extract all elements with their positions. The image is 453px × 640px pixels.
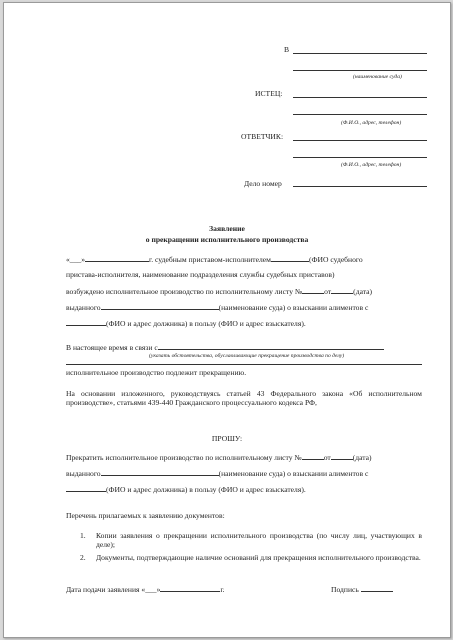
p1-line3: возбуждено исполнительное производство по исполнительному листу № от (дата): [66, 287, 373, 296]
submission-date: Дата подачи заявления «___» г.: [66, 585, 225, 594]
court-hint: (наименование суда): [353, 74, 402, 80]
p1-line4: выданного (наименование суда) о взыскании алиментов с: [66, 303, 369, 312]
document-subtitle: о прекращении исполнительного производства: [145, 235, 309, 244]
to-label: В: [284, 45, 290, 54]
p4-line1: Прекратить исполнительное производство по исполнительному листу № от (дата): [66, 453, 372, 462]
p1-bailiff: г. судебным приставом-исполнителем: [148, 255, 271, 264]
plaintiff-line-2: [293, 114, 427, 115]
request-heading: ПРОШУ:: [211, 434, 243, 443]
defendant-line: [293, 140, 427, 141]
p2-line2: [66, 364, 422, 365]
case-number-label: Дело номер: [244, 179, 282, 188]
p1-line1: [66, 255, 363, 264]
defendant-hint: (Ф.И.О., адрес, телефон): [341, 162, 402, 168]
defendant-label: ОТВЕТЧИК:: [241, 132, 284, 141]
p4-line3: (ФИО и адрес должника) в пользу (ФИО и адрес взыскателя).: [66, 485, 306, 494]
court-line-2: [293, 70, 427, 71]
signature-field: Подпись: [331, 585, 393, 594]
document-title: Заявление: [209, 224, 245, 233]
p4-line2: выданного (наименование суда) о взыскании алиментов с: [66, 469, 369, 478]
p3-legal-basis: На основании изложенного, руководствуясь статьей 43 Федерального закона «Об исполнительном производстве», статьями 439-440 Гражданского процессуального кодекса РФ,: [66, 389, 422, 407]
p1-line2: пристава-исполнителя, наименование подразделения службы судебных приставов): [66, 270, 335, 279]
plaintiff-hint: (Ф.И.О., адрес, телефон): [341, 120, 402, 126]
plaintiff-label: ИСТЕЦ:: [255, 89, 283, 98]
p1-day: «___»: [66, 255, 85, 264]
p1-line5: (ФИО и адрес должника) в пользу (ФИО и адрес взыскателя).: [66, 319, 306, 328]
plaintiff-line: [293, 97, 427, 98]
case-number-line: [293, 186, 427, 187]
attachments-title: Перечень прилагаемых к заявлению документов:: [66, 511, 225, 520]
p2-line1: В настоящее время в связи с: [66, 343, 384, 352]
court-line: [293, 53, 427, 54]
document-page: В (наименование суда) ИСТЕЦ: (Ф.И.О., адрес, телефон) ОТВЕТЧИК: (Ф.И.О., адрес, телефон) Дело номер Заявление о прекращении исполнительного производства «___» г. судебным приставом-исполнителем (ФИО судебного пристава-исполнителя, наименование подразделения службы судебных приставов) возбуждено исполнительное производство по исполнительному листу № от (дата) выданного (наименование суда) о взыскании алиментов с (ФИО и адрес должника) в пользу (ФИО и адрес взыскателя). В настоящее время в связи с (указать обстоятельства, обуславливающие прекращение производства по делу) исполнительное производство подлежит прекращению. На основании изложенного, руководствуясь статьей 43 Федерального закона «Об исполнительном производстве», статьями 439-440 Гражданского процессуального кодекса РФ, ПРОШУ: Прекратить исполнительное производство по исполнительному листу № от (дата) выданного (наименование суда) о взыскании алиментов с (ФИО и адрес должника) в пользу (ФИО и адрес взыскателя). Перечень прилагаемых к заявлению документов: 1. Копии заявления о прекращении исполнительного производства (по числу лиц, участвующих в деле); 2. Документы, подтверждающие наличие оснований для прекращения исполнительного производства. Дата подачи заявления «___» г. Подпись: [3, 2, 451, 638]
defendant-line-2: [293, 157, 427, 158]
p2-hint: (указать обстоятельства, обуславливающие прекращение производства по делу): [149, 353, 345, 359]
p1-bailiff-hint: (ФИО судебного: [308, 255, 363, 264]
p2-line3: исполнительное производство подлежит прекращению.: [66, 368, 247, 377]
